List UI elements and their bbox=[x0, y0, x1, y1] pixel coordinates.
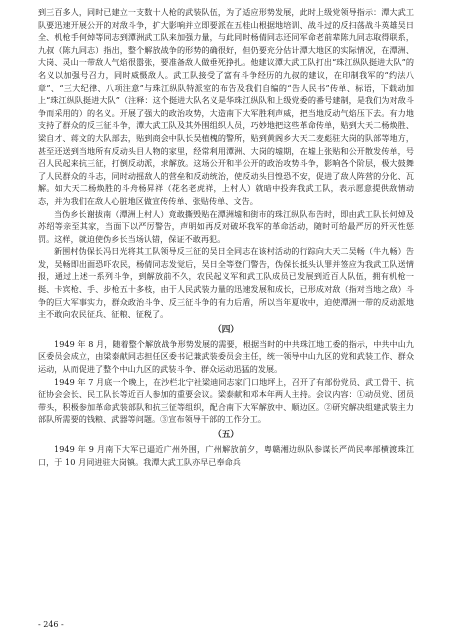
page-number: - 246 - bbox=[38, 620, 64, 629]
body-paragraph: 当伪乡长谢拔南（潭洲上村人）竟敢撕毁贴在潭洲墟和街市的珠江纵队布告时，即由武工队长何焯及苏绍等亲至其家，当面下以严厉警告，声明如再反对破坏我军的革命活动，随时可给最严厉的歼灭性惩罚。这样，就迫使伪乡长当场认错，保证不敢再犯。 bbox=[38, 208, 414, 244]
body-paragraph: 到三百多人，同时已建立一支数十人枪的武装队伍，为了适应形势发展，此时上级党领导指示：潭大武工队要迅速开展公开的对敌斗争，扩大影响并立即要派在五桂山根据地培训、战斗过的反扫荡战斗英雄吴日全、机枪手何焯等同志到潭洲武工队来加强力量，与此同时杨倩同志还同军命老前辈陈九同志取得联系，九叔（陈九同志）指出，整个解放战争的形势的确很好，但仍要充分估计潭大地区的实际情况，在潭洲、大岗、灵山一带敌人气焰很嚣张，要准备敌人做垂死挣扎。他建议潭大武工队打出“珠江纵队挺进大队”的名义以加强号召力，同时威慑敌人。武工队接受了富有斗争经历的九叔的建议，在印制我军的“约法八章”、“三大纪律、八项注意”与珠江纵队特派室的布告及我们自编的“告人民书”传单、标语，下载动加上“珠江纵队挺进大队”（注释：这个挺进大队名义是华珠江纵队和上级党委的番号建制，是我们为对敌斗争而采用的）的名义。开展了强大的政治攻势，大造南下大军胜利声威，把当地反动气焰压下去。有力地支持了群众的反三征斗争，潭大武工队及其外围组织人员，巧妙地把这些革命传单，贴到大天二杨焕胜、梁自才、蒋文的大队部去，贴到商会中队长吴植槐的警所，贴到黄阁乡大天二麦彪驻大岗的队部等地方，甚至还送到当地所有反动头目人物的家里，经常利用潭洲、大岗的墟期，在墟上张贴和公开散发传单，号召人民起来抗三征，打倒反动派，求解放。这场公开和半公开的政治攻势斗争，影响各个阶层，极大鼓舞了人民群众的斗志，同时动摇敌人的营垒和反动统治，使反动头目惶恐不安，促进了敌人阵营的分化、瓦解。如大天二杨焕胜的斗舟杨昇祥（花名老虎祥，上村人）就暗中投奔我武工队，表示愿意提供敌情动态，并为我们在敌人心脏地区做宣传传单、张贴传单、文告。 bbox=[38, 7, 414, 206]
section-heading-5: （五） bbox=[213, 430, 239, 440]
body-paragraph: 1949 年 9 月南下大军已逼近广州外围，广州解放前夕，粤赣湘边纵队参谋长严尚民率部横渡珠江口，于 10 月同进驻大岗镇。我潭大武工队亦早已奉命兵 bbox=[38, 444, 414, 467]
section-heading-4: （四） bbox=[213, 324, 239, 335]
body-paragraph: 1949 年 7 月底一个晚上，在沙栏北宁社梁迪同志家门口地坪上，召开了有部份党员、武工骨干、抗征协会会长、民工队长等近百人参加的重要会议。梁泰献和邓本年两人主持。会议内容：①动员党、团员带头，积极参加革命武装部队和抗三征等组织，配合南下大军解放中、顺边区。②研究解决组建武装主力部队所需要的钱粮、武器等问题。③宣布领导干部的工作分工。 bbox=[38, 376, 414, 425]
body-paragraph: 1949 年 8 月，随着整个解放战争形势发展的需要，根据当时的中共珠江地工委的指示，中共中山九区委员会成立，由梁泰献同志担任区委书记兼武装委员会主任，统一领导中山九区的党和武装工作、群众运动，从而促进了整个中山九区的武装斗争、群众运动迅猛的发展。 bbox=[38, 338, 414, 375]
body-paragraph: 新围村伪保长冯日光将其工队领导反三征的吴日全同志在该村活动的行踪向大天二吴畅（牛九畅）告发，吴畅即出面恐吓农民，杨倩同志发觉后，吴日全等登门警告，伪保长抵头认罪并签应为我武工队送情报，通过上述一系列斗争，到解放前不久，农民起义军和武工队成员已发展到近百人队伍，拥有机枪一挺、卡宾枪、手、步枪五十多枝，由于人民武装力量的迅速发展和成长，已形成对敌（指对当地之敌）斗争的巨大军事实力，群众政治斗争、反三征斗争的有力后盾，所以当年夏收中，迫使潭洲一带的反动派地主不敢向农民征兵、征粮、征税了。 bbox=[38, 246, 414, 320]
